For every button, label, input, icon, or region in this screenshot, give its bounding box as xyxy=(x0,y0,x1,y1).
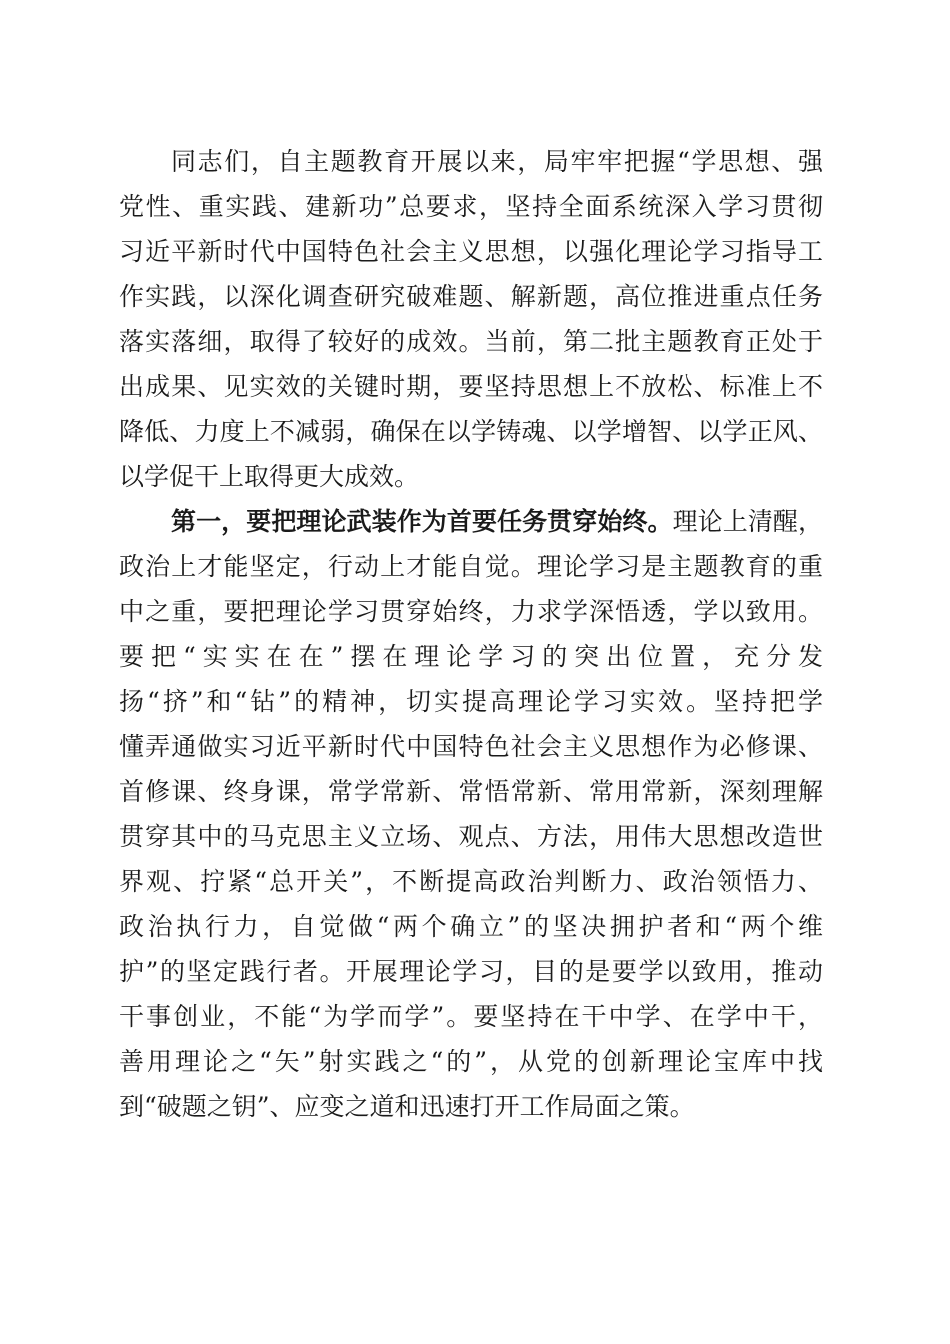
paragraph-line: 首修课、终身课，常学常新、常悟常新、常用常新，深刻理解 xyxy=(119,777,823,806)
paragraph-line: 作实践，以深化调查研究破难题、解新题，高位推进重点任务 xyxy=(119,282,823,311)
paragraph-line: 政治执行力，自觉做“两个确立”的坚决拥护者和“两个维 xyxy=(119,912,823,941)
paragraph-first-line xyxy=(171,502,823,542)
paragraph-line: 扬“挤”和“钻”的精神，切实提高理论学习实效。坚持把学 xyxy=(119,687,823,716)
heading-continuation: 理论上清醒， xyxy=(672,507,823,536)
paragraph-line: 降低、力度上不减弱，确保在以学铸魂、以学增智、以学正风、 xyxy=(119,417,823,446)
paragraph-line: 界观、拧紧“总开关”，不断提高政治判断力、政治领悟力、 xyxy=(119,867,823,896)
paragraph-line: 党性、重实践、建新功”总要求，坚持全面系统深入学习贯彻 xyxy=(119,192,823,221)
paragraph-line: 贯穿其中的马克思主义立场、观点、方法，用伟大思想改造世 xyxy=(119,822,823,851)
paragraph-line: 落实落细，取得了较好的成效。当前，第二批主题教育正处于 xyxy=(119,327,823,356)
paragraph-line: 护”的坚定践行者。开展理论学习，目的是要学以致用，推动 xyxy=(119,957,823,986)
paragraph-line: 以学促干上取得更大成效。 xyxy=(119,462,420,491)
paragraph-line: 政治上才能坚定，行动上才能自觉。理论学习是主题教育的重 xyxy=(119,552,823,581)
paragraph-line: 懂弄通做实习近平新时代中国特色社会主义思想作为必修课、 xyxy=(119,732,823,761)
paragraph-line: 出成果、见实效的关键时期，要坚持思想上不放松、标准上不 xyxy=(119,372,823,401)
paragraph-line: 到“破题之钥”、应变之道和迅速打开工作局面之策。 xyxy=(119,1092,695,1121)
paragraph-line: 干事创业，不能“为学而学”。要坚持在干中学、在学中干， xyxy=(119,1002,823,1031)
paragraph-line: 同志们，自主题教育开展以来，局牢牢把握“学思想、强 xyxy=(171,147,823,176)
section-heading: 第一，要把理论武装作为首要任务贯穿始终。 xyxy=(171,507,673,536)
paragraph-line: 要把“实实在在”摆在理论学习的突出位置，充分发 xyxy=(119,642,823,671)
paragraph-line: 善用理论之“矢”射实践之“的”，从党的创新理论宝库中找 xyxy=(119,1047,823,1076)
paragraph-line: 习近平新时代中国特色社会主义思想，以强化理论学习指导工 xyxy=(119,237,823,266)
paragraph-line: 中之重，要把理论学习贯穿始终，力求学深悟透，学以致用。 xyxy=(119,597,823,626)
